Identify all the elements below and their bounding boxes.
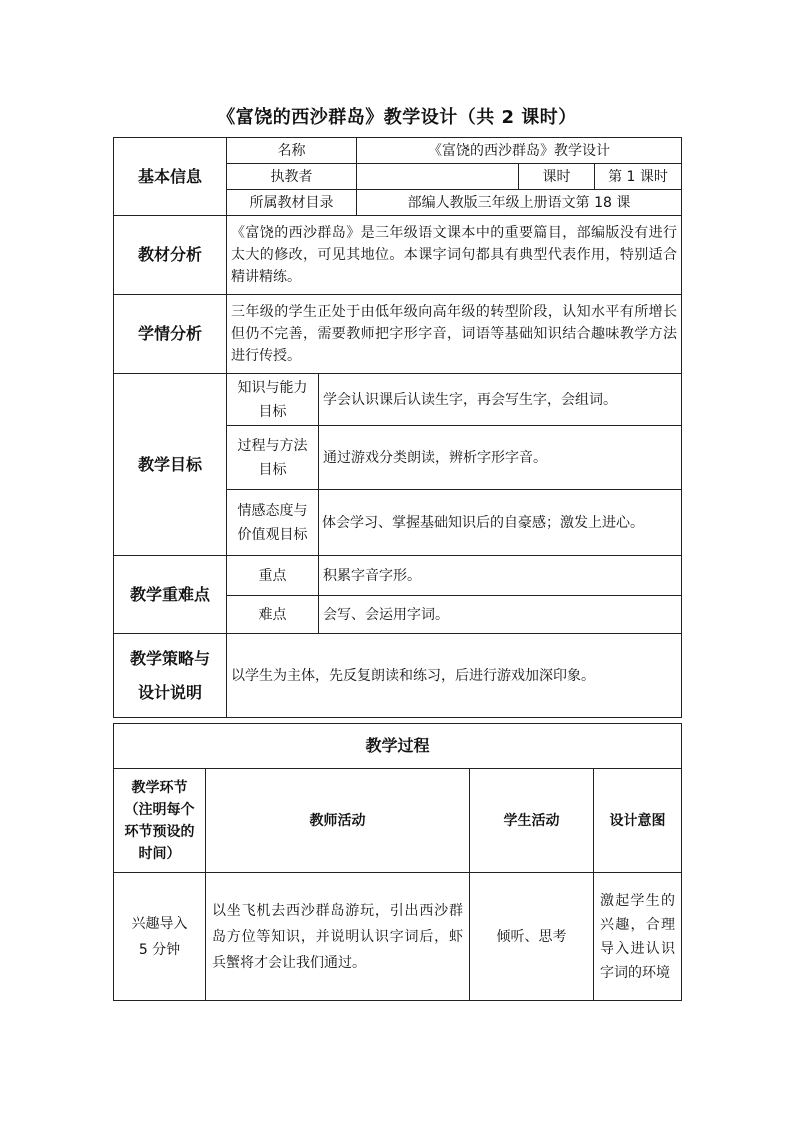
key-points-label: 教学重难点 xyxy=(114,556,227,634)
student-activity-header: 学生活动 xyxy=(470,769,594,873)
teaching-process-table xyxy=(113,723,682,1001)
catalog-value: 部编人教版三年级上册语文第 18 课 xyxy=(357,190,682,216)
material-analysis-text: 《富饶的西沙群岛》是三年级语文课本中的重要篇目，部编版没有进行太大的修改，可见其地位。本课字词句都具有典型代表作用，特别适合精讲精练。 xyxy=(227,216,682,295)
objective-name: 过程与方法目标 xyxy=(227,426,319,490)
design-intent-header: 设计意图 xyxy=(594,769,682,873)
student-analysis-label: 学情分析 xyxy=(114,295,227,374)
key-point-label: 重点 xyxy=(227,556,319,596)
objective-name: 知识与能力目标 xyxy=(227,374,319,426)
stage-cell xyxy=(114,873,206,1001)
objectives-label: 教学目标 xyxy=(114,374,227,556)
process-title: 教学过程 xyxy=(114,724,682,769)
student-analysis-text: 三年级的学生正处于由低年级向高年级的转型阶段，认知水平有所增长但仍不完善，需要教师把字形字音，词语等基础知识结合趣味教学方法进行传授。 xyxy=(227,295,682,374)
stage-name: 兴趣导入 xyxy=(131,915,188,932)
teacher-activity-cell: 以坐飞机去西沙群岛游玩，引出西沙群岛方位等知识，并说明认识字词后，虾兵蟹将才会让我们通过。 xyxy=(206,873,470,1001)
stage-time: 5 分钟 xyxy=(138,941,181,958)
name-value: 《富饶的西沙群岛》教学设计 xyxy=(357,138,682,164)
student-activity-cell: 倾听、思考 xyxy=(470,873,594,1001)
difficult-point-label: 难点 xyxy=(227,596,319,634)
objective-name: 情感态度与价值观目标 xyxy=(227,490,319,556)
strategy-label-line1: 教学策略与 xyxy=(129,648,210,668)
teacher-value xyxy=(357,164,519,190)
strategy-label-line2: 设计说明 xyxy=(137,682,202,702)
catalog-label: 所属教材目录 xyxy=(227,190,357,216)
objective-text: 学会认识课后认读生字，再会写生字，会组词。 xyxy=(319,374,682,426)
basic-info-label: 基本信息 xyxy=(114,138,227,216)
name-label: 名称 xyxy=(227,138,357,164)
objective-text: 体会学习、掌握基础知识后的自豪感；激发上进心。 xyxy=(319,490,682,556)
lesson-info-table xyxy=(113,137,682,718)
key-point-text: 积累字音字形。 xyxy=(319,556,682,596)
period-label: 课时 xyxy=(519,164,595,190)
period-value: 第 1 课时 xyxy=(595,164,682,190)
objective-text: 通过游戏分类朗读，辨析字形字音。 xyxy=(319,426,682,490)
stage-header: 教学环节（注明每个环节预设的时间） xyxy=(114,769,206,873)
strategy-text: 以学生为主体，先反复朗读和练习，后进行游戏加深印象。 xyxy=(227,634,682,718)
design-intent-cell: 激起学生的兴趣，合理导入进认识字词的环境 xyxy=(594,873,682,1001)
teacher-activity-header: 教师活动 xyxy=(206,769,470,873)
strategy-label xyxy=(114,634,227,718)
document-title: 《富饶的西沙群岛》教学设计（共 2 课时） xyxy=(217,107,577,128)
teacher-label: 执教者 xyxy=(227,164,357,190)
material-analysis-label: 教材分析 xyxy=(114,216,227,295)
difficult-point-text: 会写、会运用字词。 xyxy=(319,596,682,634)
